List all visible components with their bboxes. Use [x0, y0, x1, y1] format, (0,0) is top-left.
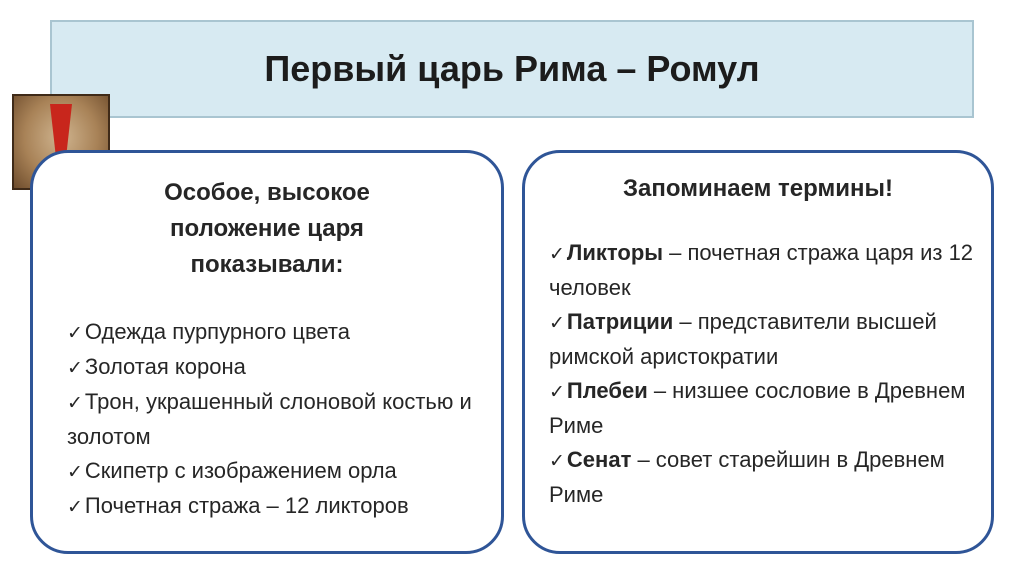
- checkmark-icon: ✓: [549, 450, 565, 472]
- list-item: [67, 454, 497, 489]
- item-text: Трон, украшенный слоновой костью и золотом: [67, 389, 472, 449]
- term-item: [549, 443, 989, 512]
- item-text: Скипетр с изображением орла: [84, 458, 397, 483]
- terms-panel: [522, 150, 994, 554]
- item-text: Золотая корона: [84, 354, 246, 379]
- royal-status-heading: [33, 175, 501, 283]
- term-name: Сенат: [566, 447, 632, 472]
- item-text: Одежда пурпурного цвета: [84, 319, 350, 344]
- heading-line: Особое, высокое: [164, 179, 370, 206]
- term-definition: – почетная стража царя из 12 человек: [549, 240, 974, 300]
- heading-line: положение царя: [170, 215, 364, 242]
- term-name: Патриции: [566, 309, 674, 334]
- checkmark-icon: ✓: [67, 322, 83, 344]
- term-definition: – совет старейшин в Древнем Риме: [549, 447, 945, 507]
- checkmark-icon: ✓: [67, 357, 83, 379]
- royal-status-panel: [30, 150, 504, 554]
- list-item: [67, 350, 497, 385]
- term-item: [549, 374, 989, 443]
- checkmark-icon: ✓: [549, 381, 565, 403]
- list-item: [67, 489, 497, 524]
- term-name: Ликторы: [566, 240, 664, 265]
- item-text: Почетная стража – 12 ликторов: [84, 493, 409, 518]
- slide-title: Первый царь Рима – Ромул: [264, 48, 760, 89]
- checkmark-icon: ✓: [67, 392, 83, 414]
- checkmark-icon: ✓: [67, 496, 83, 518]
- terms-list: [549, 236, 989, 512]
- title-banner: [50, 20, 974, 118]
- heading-line: показывали:: [190, 251, 344, 278]
- term-item: [549, 305, 989, 374]
- terms-heading: Запоминаем термины!: [623, 175, 893, 202]
- term-definition: – низшее сословие в Древнем Риме: [549, 378, 966, 438]
- checkmark-icon: ✓: [549, 243, 565, 265]
- checkmark-icon: ✓: [549, 312, 565, 334]
- term-name: Плебеи: [566, 378, 648, 403]
- list-item: [67, 315, 497, 350]
- term-definition: – представители высшей римской аристократии: [549, 309, 937, 369]
- term-item: [549, 236, 989, 305]
- list-item: [67, 385, 497, 454]
- checkmark-icon: ✓: [67, 461, 83, 483]
- royal-status-list: [67, 315, 497, 524]
